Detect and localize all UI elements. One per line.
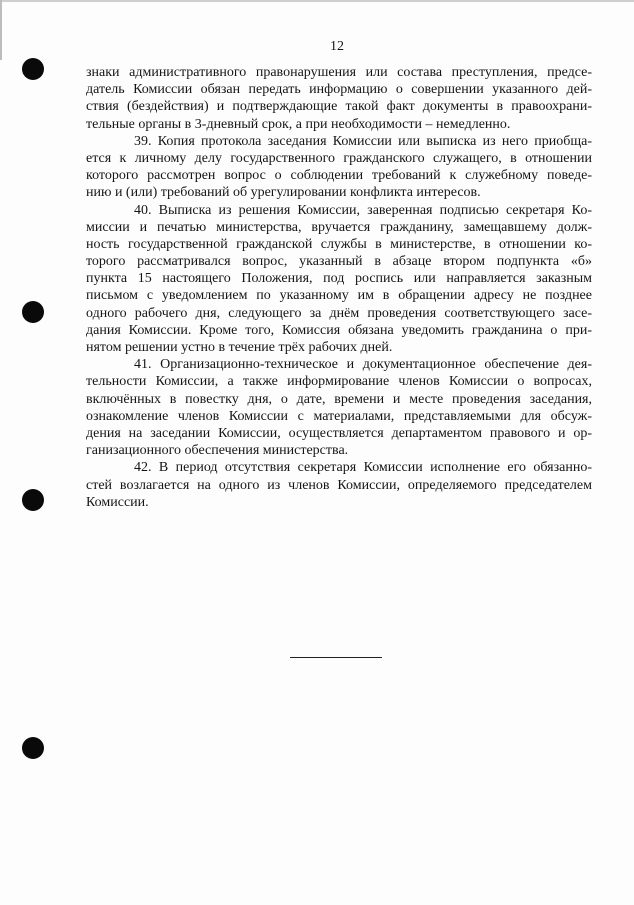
text-line: пункта 15 настоящего Положения, под роспись или направляется заказным [86, 271, 592, 287]
text-line: ется к личному делу государственного гражданского служащего, в отношении [86, 150, 592, 166]
text-line: тельности Комиссии, а также информирование членов Комиссии о вопросах, [86, 374, 592, 390]
paragraph-39-first-line: 39. Копия протокола заседания Комиссии или выписка из него приобща- [134, 133, 592, 149]
scan-edge-top [0, 0, 634, 2]
text-line: знаки административного правонарушения или состава преступления, предсе- [86, 65, 592, 80]
punch-hole [22, 58, 44, 80]
text-line: одного рабочего дня, следующего за днём проведения соответствующего засе- [86, 305, 592, 321]
text-line: ознакомление членов Комиссии с материалами, представляемыми для обсуж- [86, 408, 592, 424]
text-line: которого рассмотрен вопрос о соблюдении требований к служебному поведе- [86, 168, 592, 184]
body-text [86, 64, 592, 511]
text-line: миссии и печатью министерства, вручается гражданину, замещавшему долж- [86, 219, 592, 235]
paragraph-41-first-line: 41. Организационно-техническое и документационное обеспечение дея- [134, 357, 592, 373]
page-number: 12 [330, 39, 344, 54]
paragraph-42-first-line: 42. В период отсутствия секретаря Комиссии исполнение его обязанно- [134, 460, 592, 476]
text-line: тельные органы в 3-дневный срок, а при необходимости – немедленно. [86, 116, 511, 132]
punch-hole [22, 737, 44, 759]
text-line: ствия (бездействия) и подтверждающие такой факт документы в правоохрани- [86, 99, 592, 115]
punch-hole [22, 489, 44, 511]
text-line: дания Комиссии. Кроме того, Комиссия обязана уведомить гражданина о при- [86, 322, 592, 338]
paragraph-40-first-line: 40. Выписка из решения Комиссии, заверенная подписью секретаря Ко- [134, 202, 592, 218]
text-line: ность государственной гражданской службы в министерстве, в отношении ко- [86, 236, 592, 252]
text-line: включённых в повестку дня, о дате, времени и месте проведения заседания, [86, 391, 592, 407]
text-line: торого рассматривался вопрос, указанный в абзаце втором подпункта «б» [86, 254, 592, 270]
text-line: датель Комиссии обязан передать информацию о совершении указанного дей- [86, 82, 592, 98]
text-line: нию и (или) требований об урегулировании конфликта интересов. [86, 185, 481, 201]
punch-hole [22, 301, 44, 323]
end-of-text-rule [290, 657, 382, 658]
text-line: нятом решении устно в течение трёх рабочих дней. [86, 340, 393, 355]
text-line: стей возлагается на одного из членов Комиссии, определяемого председателем [86, 477, 592, 493]
text-line: письмом с уведомлением по указанному им в обращении адресу не позднее [86, 288, 592, 304]
text-line: дения на заседании Комиссии, осуществляется департаментом правового и ор- [86, 425, 592, 441]
text-line: ганизационного обеспечения министерства. [86, 443, 349, 459]
text-line: Комиссии. [86, 494, 149, 510]
